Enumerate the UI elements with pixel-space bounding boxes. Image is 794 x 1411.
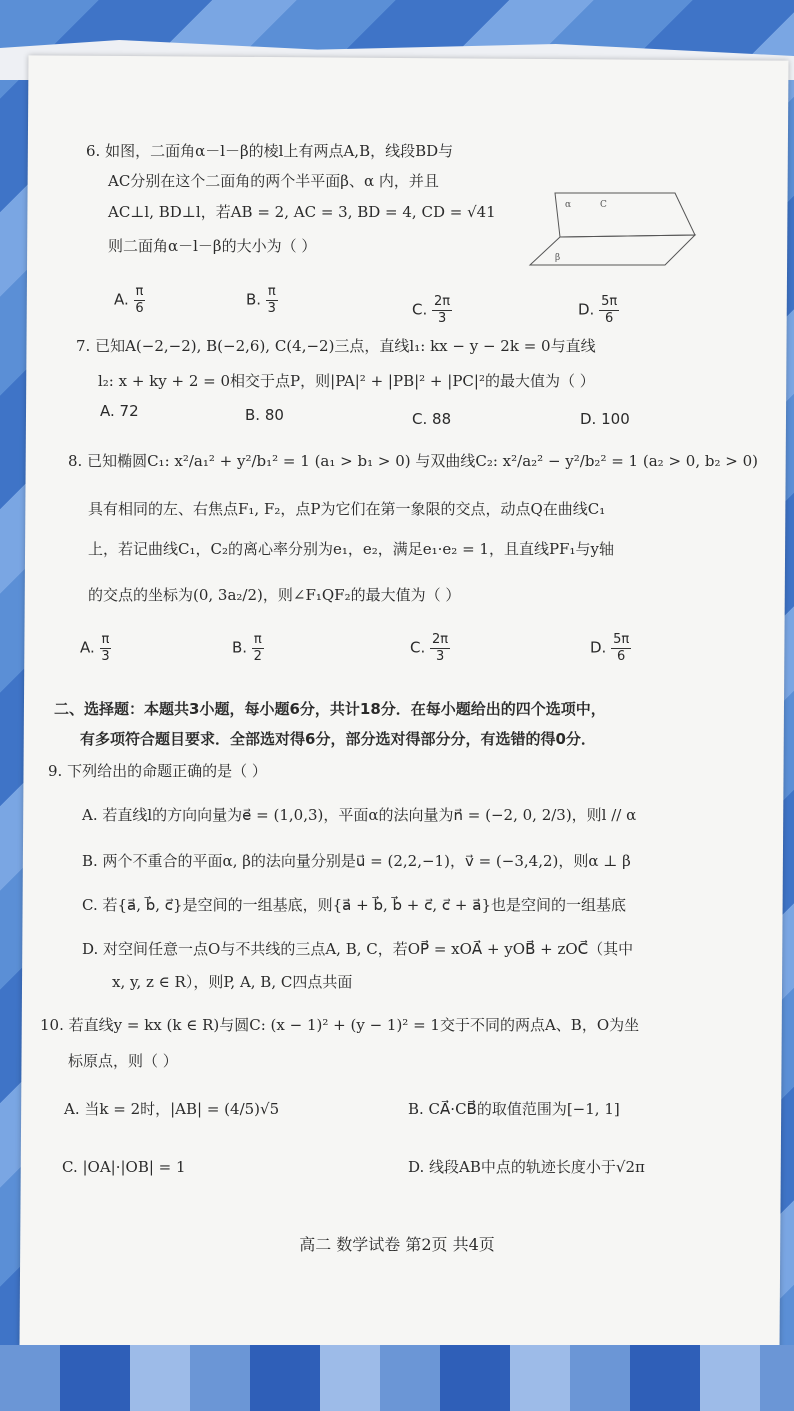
q8-option-d: D. $\frac{5\pi}{6}$ [590, 632, 630, 664]
q7-option-b: B. 80 [245, 406, 284, 424]
q7-option-c: C. 88 [412, 410, 452, 428]
q6-line1: 6. 如图，二面角α－l－β的棱l上有两点A,B，线段BD与 [86, 142, 454, 160]
page-footer: 高二 数学试卷 第2页 共4页 [299, 1235, 495, 1254]
q10-line1: 10. 若直线y = kx (k ∈ R)与圆C: (x − 1)² + (y − 1)² = 1交于不同的两点A、B，O为坐 [40, 1016, 640, 1034]
q9-option-d-line2: x, y, z ∈ R），则P, A, B, C四点共面 [112, 973, 353, 991]
q8-line2: 具有相同的左、右焦点F₁, F₂，点P为它们在第一象限的交点，动点Q在曲线C₁ [88, 500, 606, 518]
q8-option-a: A. $\frac{\pi}{3}$ [80, 632, 110, 664]
q8-option-c: C. $\frac{2\pi}{3}$ [410, 632, 449, 664]
q9-option-a: A. 若直线l的方向向量为e⃗ = (1,0,3)，平面α的法向量为n⃗ = (−2, 0, 2/3)，则l // α [82, 806, 637, 824]
q10-option-b: B. CA⃗·CB⃗的取值范围为[−1, 1] [408, 1100, 620, 1118]
q6-line4: 则二面角α－l－β的大小为（ ） [108, 237, 317, 255]
q8-line1: 8. 已知椭圆C₁: x²/a₁² + y²/b₁² = 1 (a₁ > b₁ > 0) 与双曲线C₂: x²/a₂² − y²/b₂² = 1 (a₂ > 0, b₂ > 0) [68, 452, 758, 470]
q7-line2: l₂: x + ky + 2 = 0相交于点P，则|PA|² + |PB|² + |PC|²的最大值为（ ） [98, 372, 595, 390]
diagram-label-beta: β [555, 253, 561, 263]
dihedral-angle-diagram [525, 185, 700, 270]
background-fabric [0, 1345, 794, 1411]
diagram-label-c: C [600, 200, 607, 210]
q7-option-a: A. 72 [100, 402, 139, 420]
q8-line3: 上，若记曲线C₁，C₂的离心率分别为e₁，e₂，满足e₁·e₂ = 1，且直线PF₁与y轴 [88, 540, 614, 558]
section2-line2: 有多项符合题目要求．全部选对得6分，部分选对得部分分，有选错的得0分． [80, 730, 596, 748]
diagram-label-alpha: α [565, 200, 572, 210]
q6-option-a: A. $\frac{\pi}{6}$ [114, 284, 144, 316]
q9-option-d-line1: D. 对空间任意一点O与不共线的三点A, B, C，若OP⃗ = xOA⃗ + yOB⃗ + zOC⃗（其中 [82, 940, 634, 958]
q9-option-c: C. 若{a⃗, b⃗, c⃗}是空间的一组基底，则{a⃗ + b⃗, b⃗ + c⃗, c⃗ + a⃗}也是空间的一组基底 [82, 896, 626, 914]
q8-option-b: B. $\frac{\pi}{2}$ [232, 632, 262, 664]
q10-line2: 标原点，则（ ） [68, 1052, 178, 1070]
q6-option-b: B. $\frac{\pi}{3}$ [246, 284, 276, 316]
q6-option-c: C. $\frac{2\pi}{3}$ [412, 294, 451, 326]
q10-option-a: A. 当k = 2时，|AB| = (4/5)√5 [64, 1100, 280, 1118]
q6-line2: AC分别在这个二面角的两个半平面β、α 内，并且 [108, 172, 439, 190]
q10-option-d: D. 线段AB中点的轨迹长度小于√2π [408, 1158, 645, 1176]
q10-option-c: C. |OA|·|OB| = 1 [62, 1158, 186, 1176]
q9-option-b: B. 两个不重合的平面α, β的法向量分别是u⃗ = (2,2,−1)，v⃗ = (−3,4,2)，则α ⊥ β [82, 852, 631, 870]
section2-line1: 二、选择题：本题共3小题，每小题6分，共计18分．在每小题给出的四个选项中， [54, 700, 606, 718]
q9-stem: 9. 下列给出的命题正确的是（ ） [48, 762, 267, 780]
q6-line3: AC⊥l, BD⊥l，若AB = 2, AC = 3, BD = 4, CD = √41 [108, 203, 496, 221]
q7-option-d: D. 100 [580, 410, 630, 428]
q6-option-d: D. $\frac{5\pi}{6}$ [578, 294, 618, 326]
q8-line4: 的交点的坐标为(0, 3a₂/2)，则∠F₁QF₂的最大值为（ ） [88, 586, 461, 604]
q7-line1: 7. 已知A(−2,−2), B(−2,6), C(4,−2)三点，直线l₁: kx − y − 2k = 0与直线 [76, 337, 596, 355]
